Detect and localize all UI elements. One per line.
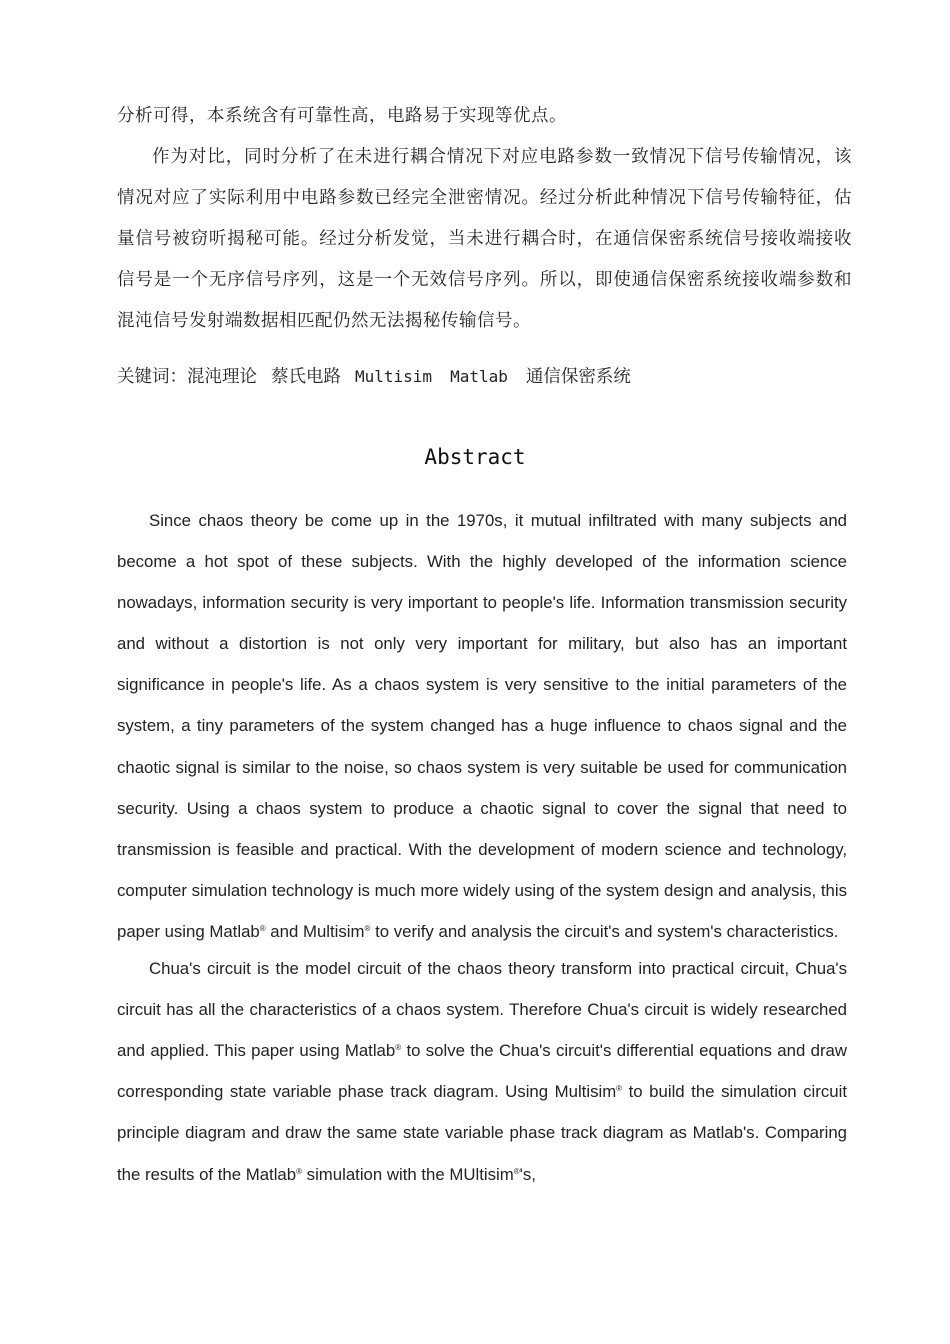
chinese-paragraph-1: 分析可得，本系统含有可靠性高，电路易于实现等优点。: [117, 106, 567, 126]
registered-mark: ®: [259, 923, 266, 933]
abstract-p1-text-b: and Multisim: [265, 921, 365, 941]
abstract-paragraph-1: [117, 500, 847, 952]
abstract-paragraph-2: [117, 948, 847, 1195]
registered-mark: ®: [395, 1043, 402, 1053]
chinese-paragraph-2: 作为对比，同时分析了在未进行耦合情况下对应电路参数一致情况下信号传输情况，该情况对应了实际利用中电路参数已经完全泄密情况。经过分析此种情况下信号传输特征，估量信号被窃听揭秘可能。经过分析发觉，当未进行耦合时，在通信保密系统信号接收端接收信号是一个无序信号序列，这是一个无效信号序列。所以，即使通信保密系统接收端参数和混沌信号发射端数据相匹配仍然无法揭秘传输信号。: [117, 147, 852, 331]
registered-mark: ®: [296, 1166, 303, 1176]
keyword-2: 蔡氏电路: [271, 367, 341, 387]
abstract-p2-text-a: Chua's circuit is the model circuit of the chaos theory transform into practical circuit, Chua's circuit has all the characteristics of a chaos system. Therefore Chua's circuit is widely researched and applied. This paper using Matlab: [117, 959, 847, 1061]
keyword-1: 混沌理论: [187, 367, 257, 387]
abstract-p1-text-a: Since chaos theory be come up in the 1970s, it mutual infiltrated with many subjects and become a hot spot of these subjects. With the highly developed of the information science nowadays, information security is very important to people's life. Information transmission security and without a distortion is not only very important for military, but also has an important significance in people's life. As a chaos system is very sensitive to the initial parameters of the system, a tiny parameters of the system changed has a huge influence to chaos signal and the chaotic signal is similar to the noise, so chaos system is very suitable be used for communication security. Using a chaos system to produce a chaotic signal to cover the signal that need to transmission is feasible and practical. With the development of modern science and technology, computer simulation technology is much more widely using of the system design and analysis, this paper using Matlab: [117, 511, 847, 941]
keyword-4: Matlab: [450, 367, 508, 386]
registered-mark: ®: [364, 923, 371, 933]
abstract-p1-text-c: to verify and analysis the circuit's and system's characteristics.: [370, 921, 839, 941]
abstract-p2-text-d: simulation with the MUltisim: [302, 1164, 514, 1184]
registered-mark: ®: [513, 1166, 520, 1176]
english-abstract: [117, 500, 847, 1195]
chinese-abstract: [117, 96, 852, 342]
abstract-p2-text-c: to build the simulation circuit principle diagram and draw the same state variable phase track diagram as Matlab's. Comparing the results of the Matlab: [117, 1082, 847, 1184]
keyword-5: 通信保密系统: [525, 367, 631, 387]
keyword-3: Multisim: [355, 367, 433, 386]
registered-mark: ®: [616, 1084, 623, 1094]
abstract-p2-text-b: to solve the Chua's circuit's differential equations and draw corresponding state variable phase track diagram. Using Multisim: [117, 1041, 847, 1102]
keywords-line: [117, 360, 645, 394]
abstract-title: Abstract: [424, 445, 526, 469]
abstract-p2-text-e: 's,: [519, 1164, 536, 1184]
keywords-label: 关键词：: [117, 367, 187, 387]
